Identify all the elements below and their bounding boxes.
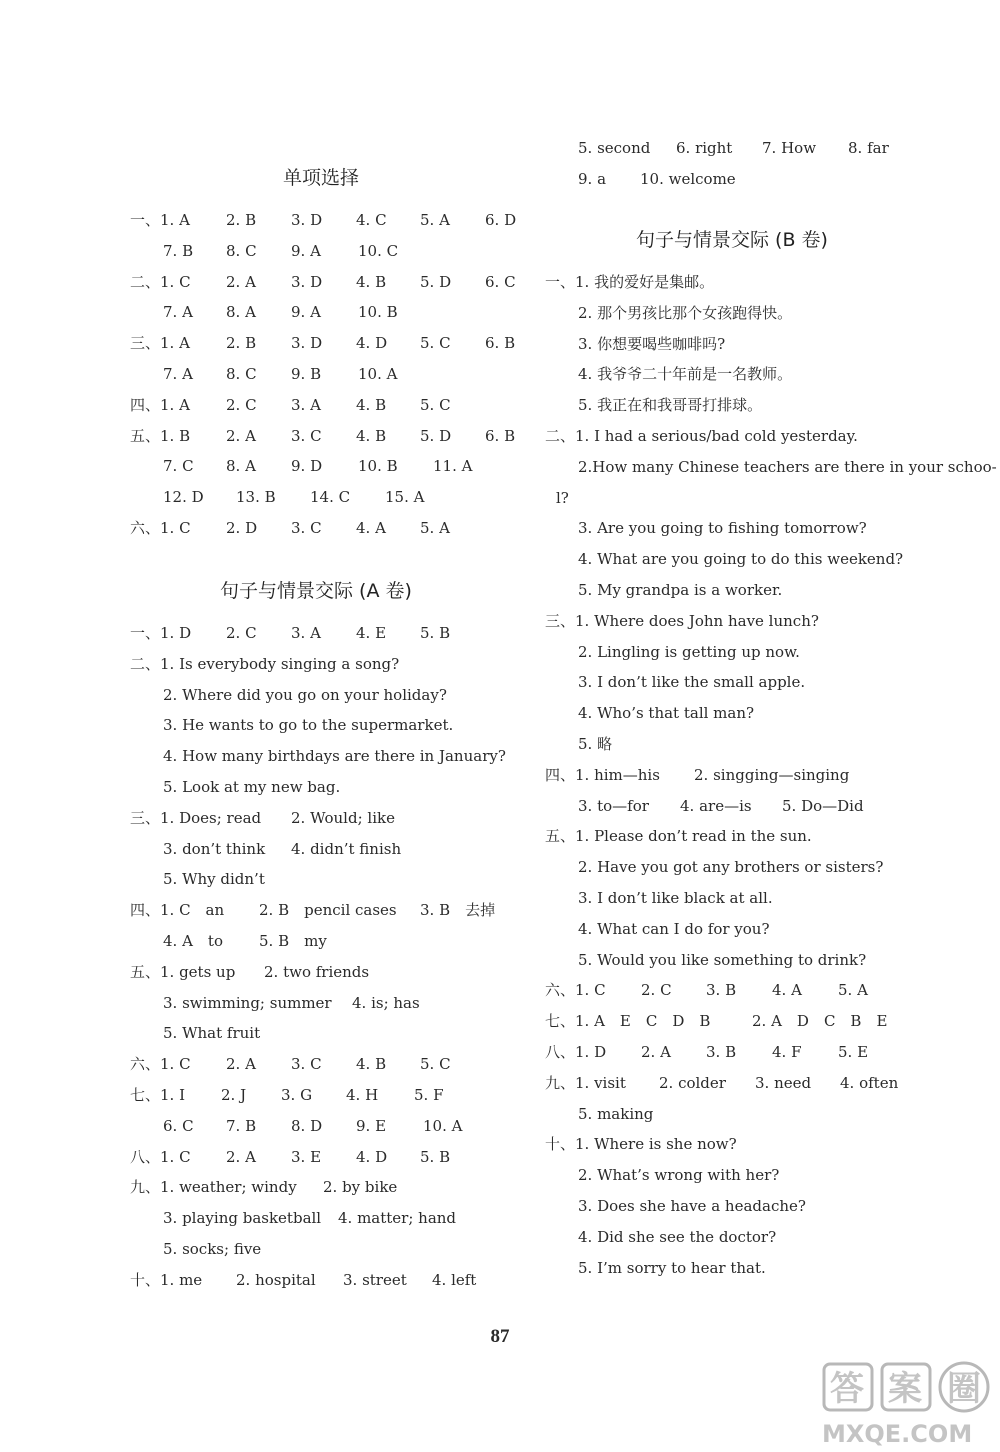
answer-item: 2. A <box>226 272 256 291</box>
answer-item: 3. Does she have a headache? <box>578 1197 806 1215</box>
answer-item: 9. E <box>356 1116 387 1135</box>
answer-item: 四、1. A <box>130 395 190 414</box>
answer-item: 4. matter; hand <box>338 1209 457 1228</box>
answer-item: 10. B <box>358 457 398 476</box>
answer-item: 3. playing basketball <box>163 1209 322 1228</box>
answer-item: 4. A to <box>163 932 223 950</box>
answer-item: 15. A <box>385 488 425 507</box>
answer-item: 5. F <box>414 1086 444 1104</box>
answer-item: 9. A <box>291 303 321 322</box>
answer-item: 4. Did she see the doctor? <box>578 1227 777 1246</box>
answer-item: 7. C <box>163 457 194 476</box>
answer-item: 六、1. C <box>130 519 191 537</box>
answer-item: 2. What’s wrong with her? <box>578 1166 780 1185</box>
answer-item: 8. A <box>226 457 256 476</box>
answer-item: 3. E <box>291 1147 322 1166</box>
answer-item: 3. C <box>291 1055 322 1074</box>
answer-item: 5. Do—Did <box>782 796 864 815</box>
answer-item: 3. Are you going to fishing tomorrow? <box>578 519 867 538</box>
answer-item: 9. B <box>291 365 322 383</box>
answer-item: 7. A <box>163 365 193 383</box>
answer-item: 一、1. 我的爱好是集邮。 <box>545 273 715 291</box>
answer-item: 2. colder <box>659 1073 726 1092</box>
answer-item: 5. C <box>420 395 451 414</box>
answer-item: 11. A <box>433 457 473 476</box>
answer-item: 3. He wants to go to the supermarket. <box>163 716 454 735</box>
answer-item: 3. A <box>291 624 321 642</box>
answer-item: 7. B <box>163 241 194 260</box>
answer-item: 14. C <box>310 488 351 507</box>
answer-item: 4. left <box>432 1270 477 1289</box>
answer-item: 四、1. him—his <box>545 765 660 784</box>
answer-item: 七、1. I <box>130 1086 186 1104</box>
answer-item: 3. need <box>755 1073 812 1092</box>
answer-item: 8. C <box>226 365 257 383</box>
answer-item: 6. B <box>485 334 516 353</box>
answer-item: 3. swimming; summer <box>163 993 332 1012</box>
answer-item: 9. D <box>291 457 323 476</box>
answer-item: 2.How many Chinese teachers are there in your schoo- <box>578 457 997 476</box>
svg-text:答: 答 <box>830 1369 864 1409</box>
answer-item: 二、1. Is everybody singing a song? <box>130 654 400 673</box>
answer-item: 5. D <box>420 426 452 445</box>
answer-item: 4. What can I do for you? <box>578 919 770 938</box>
answer-item: 4. B <box>356 272 387 291</box>
answer-item: 5. C <box>420 1055 451 1074</box>
section-title-sentences-b: 句子与情景交际 (B 卷) <box>636 229 828 251</box>
answer-item: 3. I don’t like black at all. <box>578 889 773 907</box>
answer-item: 4. A <box>356 519 386 537</box>
answer-item: 3. D <box>291 272 323 291</box>
answer-item: 3. G <box>281 1086 313 1104</box>
answer-item: 2. A D C B E <box>752 1012 888 1031</box>
answer-item: 2. two friends <box>264 962 370 981</box>
answer-item: 3. A <box>291 395 321 414</box>
answer-item: 2. 那个男孩比那个女孩跑得快。 <box>578 303 793 322</box>
watermark-url: MXQE.COM <box>822 1420 973 1448</box>
answer-item: 4. Who’s that tall man? <box>578 704 755 723</box>
answer-item: 2. B pencil cases <box>259 901 397 920</box>
answer-item: 6. B <box>485 426 516 445</box>
answer-item: 五、1. B <box>130 426 191 445</box>
answer-item: 七、1. A E C D B <box>545 1012 711 1031</box>
answer-item: 10. A <box>423 1116 463 1135</box>
answer-item: 3. B <box>706 981 737 1000</box>
answer-item: 13. B <box>236 488 276 507</box>
answer-item: 5. My grandpa is a worker. <box>578 581 783 599</box>
answer-item: 4. How many birthdays are there in January? <box>163 747 506 766</box>
answer-item: 2. singging—singing <box>694 765 850 784</box>
answer-item: 3. don’t think <box>163 839 266 858</box>
answer-item: 4. F <box>772 1043 802 1061</box>
answer-item: 3. I don’t like the small apple. <box>578 673 806 692</box>
answer-item: 3. 你想要喝些咖啡吗? <box>578 334 726 353</box>
answer-item: 5. C <box>420 334 451 353</box>
answer-item: 4. is; has <box>352 993 420 1012</box>
answer-item: 十、1. Where is she now? <box>545 1135 737 1154</box>
answer-item: 三、1. Where does John have lunch? <box>545 611 819 630</box>
svg-text:圈: 圈 <box>947 1369 981 1409</box>
answer-item: 5. What fruit <box>163 1024 261 1043</box>
answer-item: 2. A <box>226 1055 256 1074</box>
section-title-sentences-a: 句子与情景交际 (A 卷) <box>220 580 412 602</box>
answer-item: 2. D <box>226 519 258 537</box>
answer-item: 六、1. C <box>130 1055 191 1074</box>
section-title-single-choice: 单项选择 <box>283 167 360 189</box>
answer-item: 2. B <box>226 334 257 353</box>
answer-item: 2. Have you got any brothers or sisters? <box>578 858 884 877</box>
answer-item: 4. D <box>356 1147 388 1166</box>
answer-item: 十、1. me <box>130 1270 203 1289</box>
answer-item: 3. C <box>291 519 322 537</box>
answer-item: 2. C <box>641 981 672 1000</box>
answer-item: 5. Would you like something to drink? <box>578 950 867 969</box>
answer-item: 4. C <box>356 211 387 229</box>
watermark-logo <box>818 1360 996 1448</box>
answer-item: 八、1. D <box>545 1043 607 1061</box>
answer-item: 5. B my <box>259 932 327 950</box>
answer-item: 2. Lingling is getting up now. <box>578 642 800 661</box>
answer-item: 3. B <box>706 1043 737 1061</box>
answer-item: 2. Where did you go on your holiday? <box>163 685 447 704</box>
answer-item: 3. to—for <box>578 796 649 815</box>
answer-item: 4. B <box>356 395 387 414</box>
answer-item: 4. H <box>346 1086 379 1104</box>
answer-item: 5. socks; five <box>163 1240 262 1258</box>
answer-item: 4. E <box>356 624 387 642</box>
answer-item: 5. A <box>420 211 450 229</box>
answer-item: 2. C <box>226 395 257 414</box>
answer-item: 3. D <box>291 334 323 353</box>
answer-item: 4. B <box>356 1055 387 1074</box>
answer-item: 8. far <box>848 139 889 157</box>
answer-item: 4. A <box>772 981 802 1000</box>
answer-item: 5. B <box>420 1147 451 1166</box>
answer-item: 5. E <box>838 1043 869 1061</box>
answer-item: 五、1. Please don’t read in the sun. <box>545 827 812 846</box>
answer-item: 5. 我正在和我哥哥打排球。 <box>578 396 763 415</box>
answer-item: 2. A <box>226 426 256 445</box>
answer-item: 7. B <box>226 1116 257 1135</box>
answer-item: 2. Would; like <box>291 808 395 827</box>
answer-item: 九、1. weather; windy <box>130 1178 297 1197</box>
answer-item: 2. B <box>226 211 257 229</box>
answer-item: 4. What are you going to do this weekend? <box>578 550 904 569</box>
answer-item: 二、1. C <box>130 272 191 291</box>
answer-item: 八、1. C <box>130 1147 191 1166</box>
answer-item: 2. A <box>226 1147 256 1166</box>
answer-item: 2. C <box>226 624 257 642</box>
answer-item: 5. D <box>420 272 452 291</box>
answer-item: 4. often <box>840 1073 899 1092</box>
answer-item: 二、1. I had a serious/bad cold yesterday. <box>545 427 858 445</box>
answer-item: 5. making <box>578 1104 654 1123</box>
answer-item: 6. D <box>485 211 517 229</box>
answer-item: 2. by bike <box>323 1178 398 1197</box>
answer-item: 5. Look at my new bag. <box>163 778 341 796</box>
answer-item: 5. B <box>420 624 451 642</box>
answer-item: 4. didn’t finish <box>291 839 402 858</box>
answer-item: 3. C <box>291 426 322 445</box>
answer-item: 4. 我爷爷二十年前是一名教师。 <box>578 365 793 384</box>
answer-item: 5. 略 <box>578 735 613 753</box>
answer-item: 九、1. visit <box>545 1073 626 1092</box>
answer-item: 8. A <box>226 303 256 322</box>
answer-item: 3. D <box>291 211 323 229</box>
answer-item: 7. How <box>762 139 817 157</box>
answer-item: 6. C <box>485 272 516 291</box>
answer-item: 2. hospital <box>236 1270 316 1289</box>
answer-item: 4. are—is <box>680 796 752 815</box>
answer-item: 8. C <box>226 241 257 260</box>
answer-item: 6. right <box>676 139 733 157</box>
answer-item: 10. B <box>358 303 398 322</box>
answer-item: 五、1. gets up <box>130 962 236 981</box>
answer-item: 4. D <box>356 334 388 353</box>
answer-item: 5. Why didn’t <box>163 870 265 889</box>
answer-item: 7. A <box>163 303 193 322</box>
answer-item: 六、1. C <box>545 981 606 1000</box>
answer-item: 8. D <box>291 1116 323 1135</box>
answer-item: 5. A <box>420 519 450 537</box>
answer-item: 5. second <box>578 139 651 157</box>
page-number: 87 <box>490 1326 510 1347</box>
answer-item: 4. B <box>356 426 387 445</box>
answer-item: 5. I’m sorry to hear that. <box>578 1258 766 1277</box>
answer-item: 3. street <box>343 1270 407 1289</box>
answer-item: 10. C <box>358 241 399 260</box>
answer-item: 5. A <box>838 981 868 1000</box>
svg-text:案: 案 <box>888 1369 922 1409</box>
answer-item: 9. A <box>291 241 321 260</box>
answer-item: 四、1. C an <box>130 901 225 920</box>
answer-item: 三、1. A <box>130 334 190 353</box>
answer-item: 2. A <box>641 1043 671 1061</box>
answer-item: 一、1. D <box>130 624 192 642</box>
answer-item: 10. welcome <box>640 169 736 188</box>
answer-item: 三、1. Does; read <box>130 808 262 827</box>
answer-item: 2. J <box>221 1086 247 1104</box>
answer-item: 9. a <box>578 169 607 188</box>
answer-item: 一、1. A <box>130 211 190 229</box>
answer-item: 3. B 去掉 <box>420 901 496 920</box>
answer-item: 12. D <box>163 488 204 507</box>
answer-item: 6. C <box>163 1116 194 1135</box>
answer-item: l? <box>556 488 569 507</box>
answer-item: 10. A <box>358 365 398 383</box>
